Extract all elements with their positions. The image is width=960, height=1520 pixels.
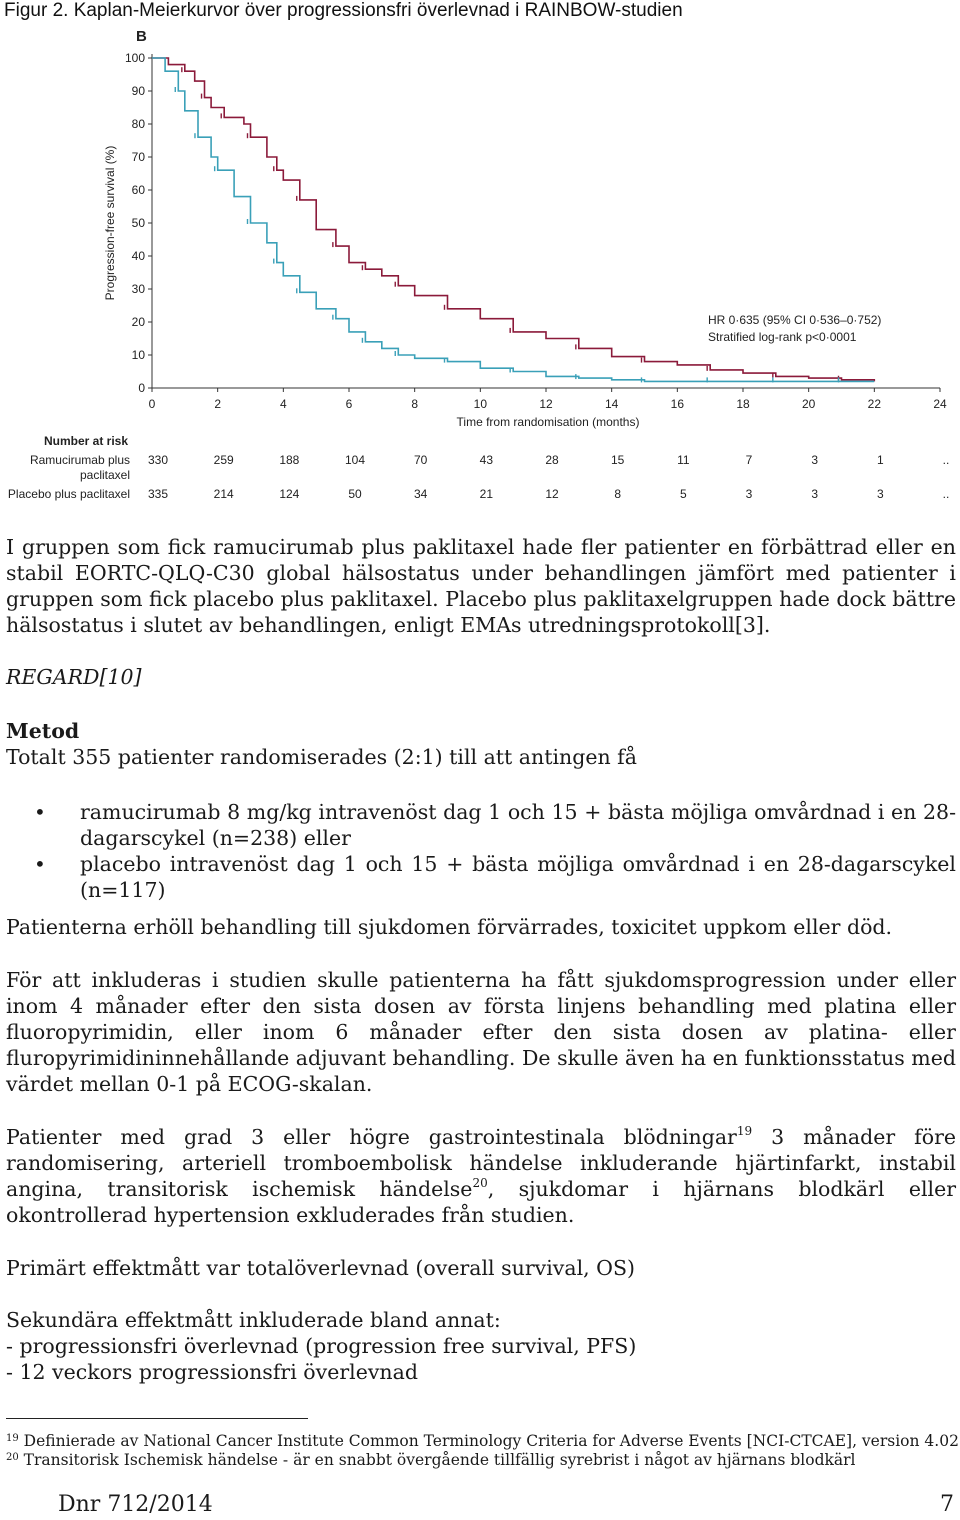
risk-value: 3 [876, 487, 884, 501]
method-intro: Totalt 355 patienter randomiserades (2:1) till att antingen få [6, 745, 637, 769]
page-number: 7 [940, 1492, 954, 1517]
km-chart [0, 26, 960, 506]
y-tick-label: 60 [131, 183, 145, 197]
hr-annotation-line: HR 0·635 (95% CI 0·536–0·752) [708, 313, 882, 327]
risk-value: 70 [413, 453, 428, 467]
y-tick-label: 80 [131, 117, 145, 131]
inclusion-paragraph: För att inkluderas i studien skulle patienterna ha fått sjukdomsprogression under eller inom 4 månader efter den sista dosen av första linjens behandling med platina eller fluoropyrimidin, eller inom 6 månader efter den sista dosen av platina- eller fluropyrimidininnehållande adjuvant behandling. De skulle även ha en funktionsstatus med värdet mellan 0-1 på ECOG-skalan. [6, 968, 956, 1096]
exclusion-paragraph [6, 1124, 956, 1228]
y-tick-label: 30 [131, 282, 145, 296]
y-tick-label: 20 [131, 315, 145, 329]
risk-value: .. [942, 487, 950, 501]
intro-paragraph-block [6, 534, 956, 638]
y-tick-label: 70 [131, 150, 145, 164]
risk-value: .. [942, 453, 950, 467]
intro-paragraph: I gruppen som fick ramucirumab plus paklitaxel hade fler patienter en förbättrad eller en stabil EORTC-QLQ-C30 global hälsostatus under behandlingen jämfört med patienter i gruppen som fick placebo plus paklitaxel. Placebo plus paklitaxelgruppen hade dock bättre hälsostatus i slutet av behandlingen, enligt EMAs utredningsprotokoll[3]. [6, 535, 956, 637]
risk-value: 104 [344, 453, 366, 467]
bullet-list-block [6, 799, 956, 903]
y-tick-label: 100 [124, 51, 145, 65]
risk-value: 124 [279, 487, 300, 501]
x-tick-label: 6 [345, 397, 353, 411]
y-tick-label: 0 [138, 381, 145, 395]
risk-row-label: Ramucirumab plus [29, 453, 130, 467]
primary-endpoint-block [6, 1255, 956, 1281]
risk-value: 12 [545, 487, 559, 501]
footnote-num: 20 [6, 1452, 19, 1463]
footnote-ref-19: 19 [736, 1124, 753, 1138]
y-tick-label: 10 [131, 348, 145, 362]
x-tick-label: 24 [933, 397, 947, 411]
exclusion-part3: , sjukdomar i hjärnans blodkärl eller okontrollerad hypertension exkluderades från studien. [6, 1177, 956, 1227]
y-tick-label: 50 [131, 216, 145, 230]
risk-value: 1 [876, 453, 884, 467]
document-reference: Dnr 712/2014 [58, 1492, 213, 1517]
risk-value: 50 [348, 487, 362, 501]
risk-value: 214 [213, 487, 234, 501]
study-name: REGARD[10] [6, 665, 142, 689]
x-tick-label: 10 [473, 397, 488, 411]
figure-caption: Figur 2. Kaplan-Meierkurvor över progressionsfri överlevnad i RAINBOW-studien [4, 0, 683, 21]
method-heading: Metod [6, 719, 80, 743]
exclusion-part1: Patienter med grad 3 eller högre gastrointestinala blödningar [6, 1125, 737, 1149]
risk-table-title: Number at risk [44, 434, 129, 448]
x-tick-label: 14 [604, 397, 619, 411]
method-block [6, 718, 956, 770]
risk-value: 330 [147, 453, 169, 467]
x-tick-label: 18 [736, 397, 750, 411]
risk-value: 34 [413, 487, 428, 501]
secondary-item-pfs: - progressionsfri överlevnad (progression free survival, PFS) [6, 1334, 637, 1358]
x-tick-label: 8 [411, 397, 419, 411]
secondary-heading: Sekundära effektmått inkluderade bland annat: [6, 1308, 501, 1332]
x-tick-label: 2 [214, 397, 222, 411]
risk-value: 5 [679, 487, 687, 501]
footnote-text: Transitorisk Ischemisk händelse - är en snabbt övergående tillfällig syrebrist i något av hjärnans blodkärl [23, 1451, 856, 1469]
footnote-20 [6, 1451, 856, 1469]
footnote-19 [6, 1432, 959, 1450]
x-tick-label: 12 [539, 397, 553, 411]
footnote-num: 19 [6, 1433, 19, 1444]
risk-value: 188 [279, 453, 300, 467]
primary-endpoint: Primärt effektmått var totalöverlevnad (overall survival, OS) [6, 1256, 636, 1280]
footnote-ref-20: 20 [472, 1176, 488, 1190]
bullet-item-ramucirumab: • ramucirumab 8 mg/kg intravenöst dag 1 och 15 + bästa möjliga omvårdnad i en 28-dagarscykel (n=238) eller [6, 799, 956, 851]
risk-value: 335 [147, 487, 169, 501]
risk-row-label: paclitaxel [79, 468, 130, 482]
x-axis-label: Time from randomisation (months) [456, 415, 640, 429]
y-axis-label: Progression-free survival (%) [103, 145, 117, 301]
x-tick-label: 22 [867, 397, 882, 411]
exclusion-part2: 3 månader före randomisering, arteriell tromboembolisk händelse inkluderande hjärtinfarkt, instabil angina, transitorisk ischemisk händelse [6, 1125, 957, 1201]
hr-annotation-line: Stratified log-rank p<0·0001 [708, 330, 857, 344]
y-tick-label: 40 [131, 249, 145, 263]
risk-value: 11 [677, 453, 690, 467]
risk-value: 3 [811, 453, 819, 467]
treatment-line: Patienterna erhöll behandling till sjukdomen förvärrades, toxicitet uppkom eller död. [6, 915, 893, 939]
risk-value: 259 [213, 453, 234, 467]
risk-value: 21 [479, 487, 494, 501]
y-tick-label: 90 [131, 84, 145, 98]
x-tick-label: 4 [279, 397, 287, 411]
km-figure [0, 26, 960, 506]
risk-value: 28 [545, 453, 559, 467]
treatment-line-block [6, 914, 956, 940]
panel-label: B [136, 28, 147, 45]
inclusion-block [6, 967, 956, 1097]
secondary-item-12w: - 12 veckors progressionsfri överlevnad [6, 1360, 418, 1384]
risk-value: 7 [745, 453, 753, 467]
exclusion-block [6, 1124, 956, 1228]
footnote-divider [6, 1418, 308, 1419]
x-tick-label: 20 [801, 397, 816, 411]
x-tick-label: 16 [670, 397, 685, 411]
risk-value: 43 [479, 453, 494, 467]
study-name-block [6, 664, 956, 690]
treatment-arms-list [6, 799, 956, 903]
risk-row-label: Placebo plus paclitaxel [7, 487, 130, 501]
risk-value: 3 [745, 487, 753, 501]
risk-value: 15 [610, 453, 625, 467]
risk-value: 8 [614, 487, 622, 501]
secondary-endpoints-block [6, 1307, 956, 1385]
footnote-text: Definierade av National Cancer Institute Common Terminology Criteria for Adverse Events [NCI-CTCAE], version 4.02 [23, 1432, 959, 1450]
risk-value: 3 [811, 487, 819, 501]
bullet-item-placebo: • placebo intravenöst dag 1 och 15 + bästa möjliga omvårdnad i en 28-dagarscykel (n=117) [6, 851, 956, 903]
x-tick-label: 0 [148, 397, 156, 411]
